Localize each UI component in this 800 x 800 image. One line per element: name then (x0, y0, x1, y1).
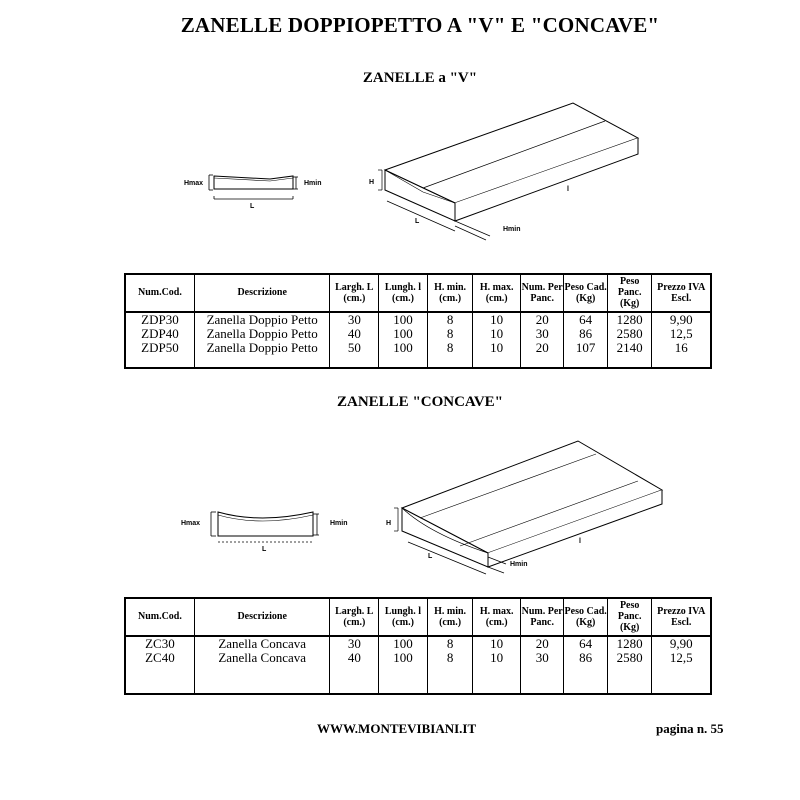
table-row (125, 327, 711, 341)
table-cell: Zanella Doppio Petto (194, 341, 330, 355)
table-header-row (125, 274, 711, 312)
width-label: L (262, 546, 267, 553)
table-cell: 107 (564, 341, 607, 355)
table-cell: 9,90 (652, 636, 711, 651)
table-cell: 12,5 (652, 327, 711, 341)
table-cell: 1280 (607, 312, 652, 327)
table-cell: 10 (473, 651, 521, 665)
table-cell: 10 (473, 312, 521, 327)
v-3d-drawing (365, 98, 655, 238)
column-header: Peso Panc. (Kg) (607, 274, 652, 312)
column-header: Peso Cad. (Kg) (564, 598, 607, 636)
table-cell: 64 (564, 636, 607, 651)
table-row (125, 651, 711, 665)
column-header: Largh. L (cm.) (330, 598, 379, 636)
table-cell: 100 (379, 636, 428, 651)
table-cell: 16 (652, 341, 711, 355)
table-filler-row (125, 665, 711, 694)
table-cell: ZDP40 (125, 327, 194, 341)
table-cell: 40 (330, 327, 379, 341)
table-cell: 8 (427, 327, 473, 341)
column-header: Lungh. l (cm.) (379, 274, 428, 312)
column-header: Peso Panc. (Kg) (607, 598, 652, 636)
footer-page-number: pagina n. 55 (656, 721, 724, 736)
length-label: l (579, 538, 581, 545)
table-cell: 20 (520, 341, 563, 355)
table-cell: 30 (330, 636, 379, 651)
table-cell: ZC30 (125, 636, 194, 651)
table-cell: ZC40 (125, 651, 194, 665)
column-header: H. max. (cm.) (473, 274, 521, 312)
height-label: H (386, 520, 392, 527)
table-cell: 100 (379, 341, 428, 355)
column-header: Num.Cod. (125, 598, 194, 636)
hmin-3d-label: Hmin (510, 561, 528, 568)
width-3d-label: L (415, 218, 420, 225)
column-header: Num. Per Panc. (520, 598, 563, 636)
table-row (125, 341, 711, 355)
table-header-row (125, 598, 711, 636)
table-cell: 1280 (607, 636, 652, 651)
table-cell: 64 (564, 312, 607, 327)
height-label: H (369, 179, 375, 186)
table-cell: 86 (564, 651, 607, 665)
table-cell: 2580 (607, 327, 652, 341)
page-title: ZANELLE DOPPIOPETTO A "V" E "CONCAVE" (180, 13, 660, 37)
table-row (125, 636, 711, 651)
table-cell: 40 (330, 651, 379, 665)
column-header: H. min. (cm.) (427, 598, 473, 636)
concave-3d-drawing (380, 436, 670, 576)
table-cell: 100 (379, 651, 428, 665)
hmax-label: Hmax (181, 520, 201, 527)
table-cell: 20 (520, 312, 563, 327)
table-cell: 12,5 (652, 651, 711, 665)
table-row (125, 312, 711, 327)
table-cell: 20 (520, 636, 563, 651)
column-header: H. min. (cm.) (427, 274, 473, 312)
footer-website: WWW.MONTEVIBIANI.IT (317, 721, 477, 736)
spec-table-v (124, 273, 712, 369)
table-cell: 10 (473, 636, 521, 651)
hmin-label: Hmin (304, 180, 322, 187)
column-header: Descrizione (194, 598, 330, 636)
table-cell: 100 (379, 312, 428, 327)
table-cell: 86 (564, 327, 607, 341)
table-cell: 9,90 (652, 312, 711, 327)
table-cell: 8 (427, 651, 473, 665)
section-title-concave: ZANELLE "CONCAVE" (337, 394, 503, 410)
table-cell: 8 (427, 312, 473, 327)
hmax-label: Hmax (184, 180, 204, 187)
column-header: Lungh. l (cm.) (379, 598, 428, 636)
section-title-v: ZANELLE a "V" (362, 70, 478, 86)
table-cell: 30 (330, 312, 379, 327)
table-cell: 2140 (607, 341, 652, 355)
table-cell: Zanella Concava (194, 651, 330, 665)
column-header: Descrizione (194, 274, 330, 312)
column-header: Peso Cad. (Kg) (564, 274, 607, 312)
table-cell: 8 (427, 341, 473, 355)
table-cell: 10 (473, 341, 521, 355)
table-cell: 30 (520, 651, 563, 665)
hmin-label: Hmin (330, 520, 348, 527)
column-header: Largh. L (cm.) (330, 274, 379, 312)
table-cell: ZDP30 (125, 312, 194, 327)
column-header: Prezzo IVA Escl. (652, 274, 711, 312)
table-cell: 50 (330, 341, 379, 355)
column-header: H. max. (cm.) (473, 598, 521, 636)
column-header: Num.Cod. (125, 274, 194, 312)
table-cell: 10 (473, 327, 521, 341)
table-cell: 8 (427, 636, 473, 651)
table-filler-row (125, 355, 711, 368)
concave-profile-drawing (175, 504, 348, 554)
v-profile-drawing (180, 168, 340, 218)
table-cell: ZDP50 (125, 341, 194, 355)
column-header: Num. Per Panc. (520, 274, 563, 312)
column-header: Prezzo IVA Escl. (652, 598, 711, 636)
width-label: L (250, 203, 255, 210)
table-cell: Zanella Concava (194, 636, 330, 651)
spec-table-concave (124, 597, 712, 695)
table-cell: 2580 (607, 651, 652, 665)
length-label: l (567, 186, 569, 193)
table-cell: Zanella Doppio Petto (194, 327, 330, 341)
hmin-3d-label: Hmin (503, 226, 521, 233)
table-cell: 30 (520, 327, 563, 341)
table-cell: 100 (379, 327, 428, 341)
width-3d-label: L (428, 553, 433, 560)
table-cell: Zanella Doppio Petto (194, 312, 330, 327)
